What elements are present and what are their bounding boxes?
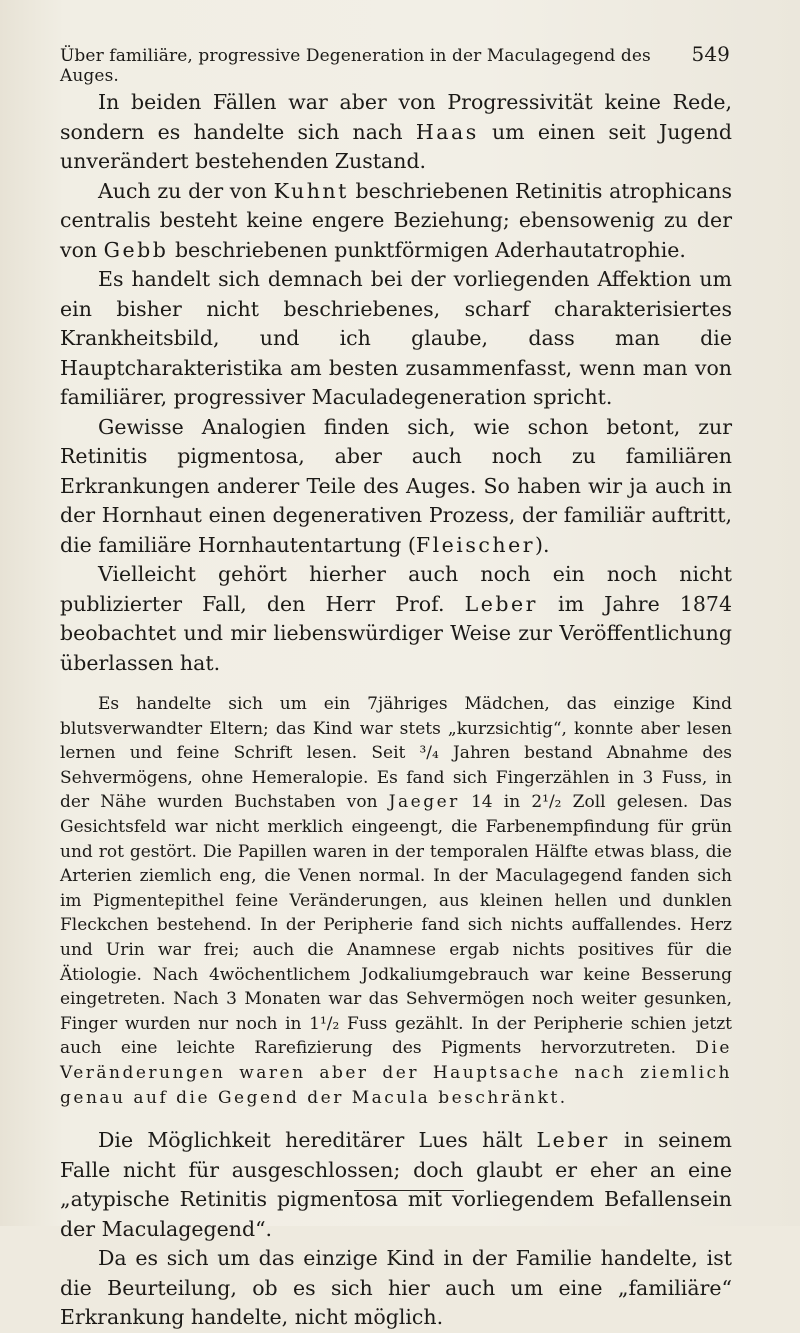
case-report-text-a: Es handelte sich um ein 7jähriges Mädchen, das einzige Kind blutsverwandter Eltern; das Kind war stets „kurzsichtig“, konnte aber lesen lernen und feine Schrift lesen. Seit ³/₄ Jahren bestand Abnahme des Sehvermögens, ohne Hemeralopie. Es fand sich Fingerzählen in 3 Fuss, in der Nähe wurden Buchstaben von: [60, 694, 732, 813]
paragraph-4-text-a: Gewisse Analogien finden sich, wie schon betont, zur Retinitis pigmentosa, aber auch noch zu familiären Erkrankungen anderer Teile des Auges. So haben wir ja auch in der Hornhaut einen degenerativen Prozess, der familiär auftritt, die familiäre Hornhautentartung (: [60, 414, 732, 557]
paragraph-3: Es handelt sich demnach bei der vorliegenden Affektion um ein bisher nicht beschriebenes, scharf charakterisiertes Krankheitsbild, und ich glaube, dass man die Hauptcharakteristika am besten zusammenfasst, wenn man von familiärer, progressiver Maculadegeneration spricht.: [60, 267, 732, 409]
paragraph-5-text-a: Vielleicht gehört hierher auch noch ein noch nicht publizierter Fall, den Herr Prof.: [60, 562, 732, 616]
author-name-gebb: Gebb: [103, 237, 169, 262]
paragraph-2-text-c: beschriebenen punktförmigen Aderhautatrophie.: [168, 237, 686, 262]
case-report-text-b: 14 in 2¹/₂ Zoll gelesen. Das Gesichtsfeld war nicht merklich eingeengt, die Farbenempfindung für grün und rot gestört. Die Papillen waren in der temporalen Hälfte etwas blass, die Arterien ziemlich eng, die Venen normal. In der Maculagegend fanden sich im Pigmentepithel feine Veränderungen, aus kleinen hellen und dunklen Fleckchen bestehend. In der Peripherie fand sich nichts auffallendes. Herz und Urin war frei; auch die Anamnese ergab nichts positives für die Ätiologie. Nach 4wöchentlichem Jodkaliumgebrauch war keine Besserung eingetreten. Nach 3 Monaten war das Sehvermögen noch weiter gesunken, Finger wurden nur noch in 1¹/₂ Fuss gezählt. In der Peripherie schien jetzt auch eine leichte Rarefizierung des Pigments hervorzutreten.: [60, 792, 732, 1059]
author-name-leber-2: Leber: [536, 1128, 610, 1153]
paragraph-7: Da es sich um das einzige Kind in der Familie handelte, ist die Beurteilung, ob es sich hier auch um eine „familiäre“ Erkrankung handelte, nicht möglich.: [60, 1246, 732, 1330]
paragraph-5: [60, 560, 732, 678]
author-name-kuhnt: Kuhnt: [273, 178, 349, 203]
body-text: [60, 88, 732, 1333]
author-name-leber: Leber: [464, 591, 538, 616]
running-title: Über familiäre, progressive Degeneration in der Maculagegend des Auges.: [60, 46, 651, 86]
running-head: [60, 42, 730, 86]
paragraph-6-text-a: Die Möglichkeit hereditärer Lues hält: [98, 1128, 537, 1153]
paragraph-1-text-b: um einen seit Jugend unverändert bestehenden Zustand.: [60, 119, 733, 173]
case-report-paragraph: [60, 692, 732, 1110]
paragraph-1: [60, 88, 732, 177]
author-name-fleischer: Fleischer: [415, 532, 535, 557]
paragraph-4-text-b: ).: [535, 532, 550, 557]
paragraph-5-text-b: im Jahre 1874 beobachtet und mir liebenswürdiger Weise zur Veröffentlichung überlassen hat.: [60, 591, 732, 675]
jaeger-name: Jaeger: [388, 792, 460, 813]
paragraph-4: [60, 413, 732, 561]
paragraph-6-text-b: in seinem Falle nicht für ausgeschlossen; doch glaubt er eher an eine „atypische Retinitis pigmentosa mit vorliegendem Befallensein der Maculagegend“.: [60, 1128, 732, 1241]
paragraph-2-text-a: Auch zu der von: [98, 178, 274, 203]
section-end-rule: [354, 1190, 464, 1191]
case-report-emphasis: Die Veränderungen waren aber der Hauptsache nach ziemlich genau auf die Gegend der Macula beschränkt.: [60, 1038, 732, 1108]
paragraph-1-text-a: In beiden Fällen war aber von Progressivität keine Rede, sondern es handelte sich nach: [60, 90, 732, 144]
author-name-haas: Haas: [415, 119, 479, 144]
paragraph-6: [60, 1126, 732, 1244]
paragraph-2: [60, 177, 732, 266]
page-number: 549: [691, 42, 730, 66]
paragraph-2-text-b: beschriebenen Retinitis atrophicans centralis besteht keine engere Beziehung; ebensowenig zu der von: [60, 178, 732, 262]
